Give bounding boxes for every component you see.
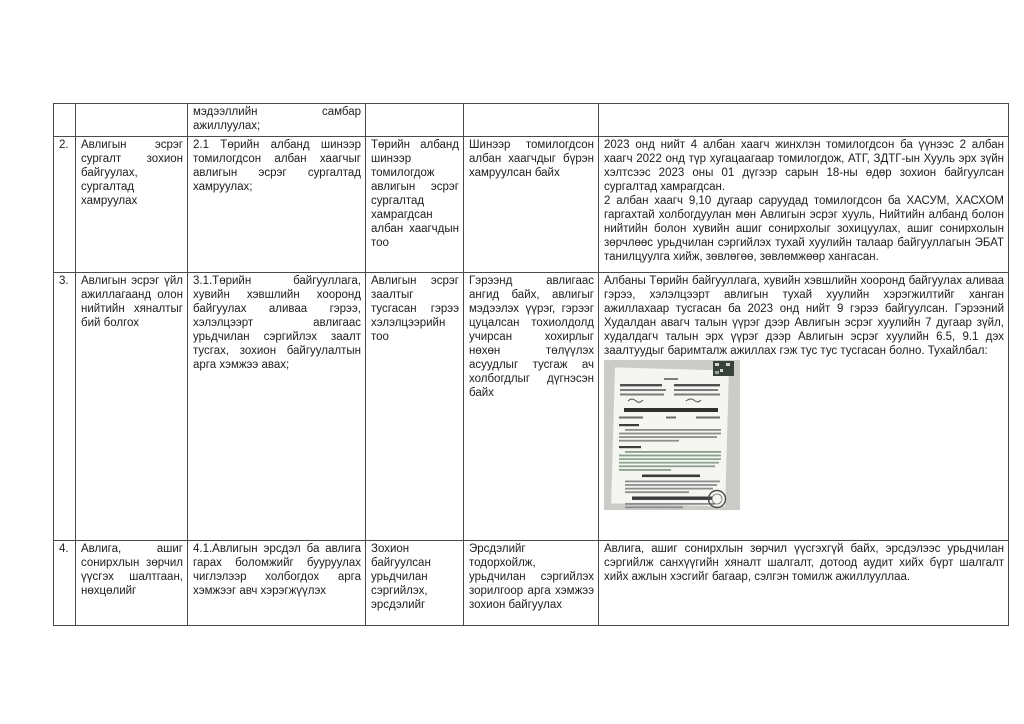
row3-result-cell <box>599 273 1009 541</box>
cell-text: Төрийн албанд шинээр томилогдож авлигын эсрэг сургалтад хамрагдсан албан хаагчдын тоо <box>371 139 459 249</box>
row2-indicator-cell <box>366 137 464 273</box>
cell-text: 2.1 Төрийн албанд шинээр томилогдсон албан хаагчыг авлигын эсрэг сургалтад хамруулах; <box>193 139 361 193</box>
row2-result-cell <box>599 137 1009 273</box>
table-row <box>54 273 1009 541</box>
cell-text: Зохион байгуулсан урьдчилан сэргийлэх, эрсдэлийг <box>371 543 431 611</box>
cell-text: Авлига, ашиг сонирхлын зөрчил үүсгэх шалтгаан, нөхцөлийг <box>81 543 183 597</box>
row3-target-cell <box>464 273 599 541</box>
row2-number-cell <box>54 137 76 273</box>
row1-target-cell <box>464 104 599 137</box>
row2-target-cell <box>464 137 599 273</box>
table-row <box>54 541 1009 626</box>
cell-text: Авлигын эсрэг сургалт зохион байгуулах, сургалтад хамруулах <box>81 139 183 207</box>
row-number: 2. <box>59 139 69 151</box>
row2-activity-cell <box>76 137 188 273</box>
row1-number-cell <box>54 104 76 137</box>
row3-activity-cell <box>76 273 188 541</box>
table-row <box>54 137 1009 273</box>
row4-target-cell <box>464 541 599 626</box>
row4-number-cell <box>54 541 76 626</box>
cell-text: мэдээллийн самбар ажиллуулах; <box>193 106 361 132</box>
cell-text: Шинээр томилогдсон албан хаагчдыг бүрэн хамруулсан байх <box>469 139 594 179</box>
row1-indicator-cell <box>366 104 464 137</box>
row1-result-cell <box>599 104 1009 137</box>
row2-subactivity-cell <box>188 137 366 273</box>
row-number: 4. <box>59 543 69 555</box>
row3-subactivity-cell <box>188 273 366 541</box>
row4-activity-cell <box>76 541 188 626</box>
row-number: 3. <box>59 275 69 287</box>
result-paragraph-2: 2 албан хаагч 9,10 дугаар саруудад томилогдсон ба ХАСУМ, ХАСХОМ гаргахтай холбогдуулан мөн Авлигын эсрэг хууль, Нийтийн албанд болон нийтийн болон хувийн ашиг сонирхолыг зохицуулах, ашиг сонирхолын зөрчлөөс урьдчилан сэргийлэх тухай хуулийн талаар байгууллагын ЭБАТ танилцуулга хийж, зөвлөгөө, зөвлөмжөөр хангасан. <box>604 195 1004 263</box>
row3-number-cell <box>54 273 76 541</box>
row4-subactivity-cell <box>188 541 366 626</box>
cell-text: 3.1.Төрийн байгууллага, хувийн хэвшлийн хооронд байгуулах аливаа гэрээ, хэлэлцээрт авлигаас урьдчилан сэргийлэх заалт тусгах, зохион байгуулалтын арга хэмжээ авах; <box>193 275 361 371</box>
row3-indicator-cell <box>366 273 464 541</box>
row4-result-cell <box>599 541 1009 626</box>
table-row <box>54 104 1009 137</box>
cell-text: Авлигын эсрэг үйл ажиллагаанд олон нийтийн хяналтыг бий болгох <box>81 275 183 329</box>
cell-text: Гэрээнд авлигаас ангид байх, авлигыг мэдээлэх үүрэг, гэрээг цуцалсан тохиолдолд учирсан хохирлыг нөхөн төлүүлэх асуудлыг тусгаж ач холбогдлыг дүгнэсэн байх <box>469 275 594 399</box>
row4-indicator-cell <box>366 541 464 626</box>
contract-scan-image <box>604 360 740 510</box>
result-paragraph-1: Албаны Төрийн байгууллага, хувийн хэвшлийн хооронд байгуулах аливаа гэрээ, хэлэлцээрт авлигын тухай хуулийн хэрэгжилтийг ханган ажиллахаар тусгасан ба 2023 онд нийт 9 гэрээ байгуулсан. Гэрээний Худалдан авагч талын үүрэг дээр Авлигын эсрэг хуулийн 7 дугаар зүйл, худалдагч талын эрх үүрэг дээр Авлигын эсрэг хуулийн 6.5, 9.1 дэх заалтуудыг баримталж ажиллах гэж тус тус тусгасан болно. Тухайлбал: <box>604 275 1004 357</box>
activity-report-table <box>53 103 1009 626</box>
result-paragraph-1: 2023 онд нийт 4 албан хаагч жинхлэн томилогдсон ба үүнээс 2 албан хаагч 2022 онд түр хугацаагаар томилогдож, АТГ, ЗДТГ-ын Хууль эрх зүйн хэлтсээс 2023 оны 01 дүгээр сарын 18-ны өдөр зохион байгуулсан сургалтад хамрагдсан. <box>604 139 1004 193</box>
row1-activity-cell <box>76 104 188 137</box>
cell-text: Авлигын эсрэг заалтыг тусгасан гэрээ хэлэлцээрийн тоо <box>371 275 459 343</box>
row1-subactivity-cell <box>188 104 366 137</box>
cell-text: Эрсдэлийг тодорхойлж, урьдчилан сэргийлэх зорилгоор арга хэмжээ зохион байгуулах <box>469 543 594 611</box>
result-paragraph-1: Авлига, ашиг сонирхлын зөрчил үүсгэхгүй байх, эрсдэлээс урьдчилан сэргийлж санхүүгийн хяналт шалгалт, дотоод аудит хийх бүрт шалгалт хийх ажлын хэсгийг багаар, сэлгэн томилж ажиллууллаа. <box>604 543 1004 583</box>
cell-text: 4.1.Авлигын эрсдэл ба авлига гарах боломжийг бууруулах чиглэлээр холбогдох арга хэмжээг авч хэрэгжүүлэх <box>193 543 361 597</box>
